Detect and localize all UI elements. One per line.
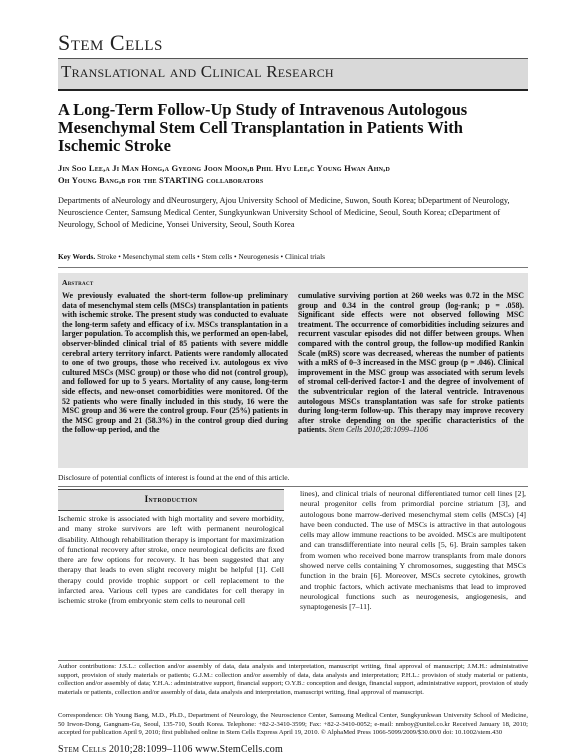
journal-title: Stem Cells	[58, 30, 163, 55]
page-footer	[58, 744, 528, 755]
section-title: Translational and Clinical Research	[61, 62, 334, 81]
disclosure-note: Disclosure of potential conflicts of interest is found at the end of this article.	[58, 473, 290, 482]
authors-line-2: Oh Young Bang,b for the STARTING collaborators	[58, 175, 264, 185]
introduction-left-column: Ischemic stroke is associated with high mortality and severe morbidity, and many stroke survivors are left with permanent neurological disability. Although rehabilitation therapy is important for maximization of functional recovery after stroke, once neurological deficits are fixed there are few options for recovery. It has been suggested that any therapy that leads to even slight recovery might be helpful [1]. Cell therapy could provide trophic support or cell replacement to the infarcted area. Various cell types are candidates for cell therapy in ischemic stroke (from embryonic stem cells to neuronal cell	[58, 514, 284, 606]
abstract-box	[58, 273, 528, 468]
footer-citation: 2010;28:1099–1106	[108, 744, 193, 755]
correspondence: Correspondence: Oh Young Bang, M.D., Ph.D., Department of Neurology, the Neuroscience Center, Samsung Medical Center, Sungkyunkwan University School of Medicine, 50 Irwon-Dong, Gangnam-Gu, Seoul, 135-710, South Korea. Telephone: +82-2-3410-3599; Fax: +82-2-3410-0052; e-mail: nmboy@unitel.co.kr Received January 18, 2010; accepted for publication April 9, 2010; first published online in Stem Cells Express April 19, 2010. © AlphaMed Press 1066-5099/2009/$30.00/0 doi: 10.1002/stem.430	[58, 712, 528, 737]
divider	[58, 486, 528, 487]
abstract-column-2-text: cumulative surviving portion at 260 weeks was 0.72 in the MSC group and 0.34 in the control group (log-rank; p = .058). Significant side effects were not observed following MSC treatment. The occurrence of comorbidities including seizures and recurrent vascular episodes did not differ between groups. When compared with the control group, the follow-up modified Rankin Scale (mRS) score was decreased, whereas the number of patients with a mRS of 0–3 increased in the MSC group (p = .046). Clinical improvement in the MSC group was associated with serum levels of stromal cell-derived factor-1 and the degree of involvement of the subventricular region of the lateral ventricle. Intravenous autologous MSCs transplantation was safe for stroke patients during long-term follow-up. This therapy may improve recovery after stroke depending on the specific characteristics of the patients.	[298, 291, 524, 435]
abstract-column-1: We previously evaluated the short-term follow-up preliminary data of mesenchymal stem cells (MSCs) transplantation in patients with ischemic stroke. The present study was conducted to evaluate the long-term safety and efficacy of i.v. MSCs transplantation in a larger population. To accomplish this, we performed an open-label, observer-blinded clinical trial of 85 patients with severe middle cerebral artery territory infarct. Patients were randomly allocated to one of two groups, those who received i.v. autologous ex vivo cultured MSCs (MSC group) or those who did not (control group), and followed for up to 5 years. Mortality of any cause, long-term side effects, and new-onset comorbidities were monitored. Of the 52 patients who were finally included in this study, 16 were the MSC group and 36 were the control group. Four (25%) patients in the MSC group and 21 (58.3%) in the control group died during the follow-up period, and the	[62, 291, 288, 435]
footnote-rule	[58, 660, 528, 661]
keywords-list: Stroke • Mesenchymal stem cells • Stem cells • Neurogenesis • Clinical trials	[97, 252, 326, 261]
keywords	[58, 252, 528, 261]
introduction-right-column: lines), and clinical trials of neuronal differentiated tumor cell lines [2], neural progenitor cells from primordial porcine striatum [3], and autologous bone marrow-derived mesenchymal stem cells (MSCs) [4] have been conducted. The use of MSCs is attractive in that autologous cells may allow immune reactions to be avoided. MSCs are multipotent and can transdifferentiate into neural cells [5, 6]. Brain samples taken from women who received bone marrow transplants from male donors showed nerve cells containing Y chromosomes, suggesting that MSCs function in the brain [6]. Moreover, MSCs secrete cytokines, growth and trophic factors, which activate mechanisms that lead to improved neurological functions such as neurogenesis, angiogenesis, and synaptogenesis [7–11].	[300, 489, 526, 612]
divider	[58, 267, 528, 268]
footer-journal: Stem Cells	[58, 744, 107, 755]
article-title: A Long-Term Follow-Up Study of Intravenous Autologous Mesenchymal Stem Cell Transplantation in Patients With Ischemic Stroke	[58, 100, 468, 155]
author-list	[58, 162, 498, 186]
abstract-column-2	[298, 291, 524, 435]
footer-url[interactable]: www.StemCells.com	[195, 744, 283, 755]
introduction-heading-box	[58, 489, 284, 511]
abstract-heading: Abstract	[62, 278, 94, 287]
introduction-heading: Introduction	[144, 494, 198, 504]
author-contributions: Author contributions: J.S.L.: collection and/or assembly of data, data analysis and interpretation, manuscript writing, final approval of manuscript; J.M.H.: administrative support, provision of study materials or patients; G.J.M.: collection and/or assembly of data, data analysis and interpretation; P.H.L.: provision of study material or patients, collection and/or assembly of data; Y.H.A.: administrative support, financial support; O.Y.B.: conception and design, financial support, administrative support, provision of study materials or patients, collection and/or assembly of data, data analysis and interpretation, manuscript writing, final approval of manuscript.	[58, 663, 528, 696]
abstract-citation: Stem Cells 2010;28:1099–1106	[328, 425, 429, 435]
section-banner	[58, 59, 528, 91]
affiliations: Departments of aNeurology and dNeurosurgery, Ajou University School of Medicine, Suwon, South Korea; bDepartment of Neurology, Neuroscience Center, Samsung Medical Center, Sungkyunkwan University School of Medicine, Seoul, South Korea; cDepartment of Neurology, School of Medicine, Yonsei University, Seoul, South Korea	[58, 196, 510, 229]
authors-line-1: Jin Soo Lee,a Ji Man Hong,a Gyeong Joon Moon,b Phil Hyu Lee,c Young Hwan Ahn,d	[58, 163, 390, 173]
keywords-label: Key Words.	[58, 252, 96, 261]
